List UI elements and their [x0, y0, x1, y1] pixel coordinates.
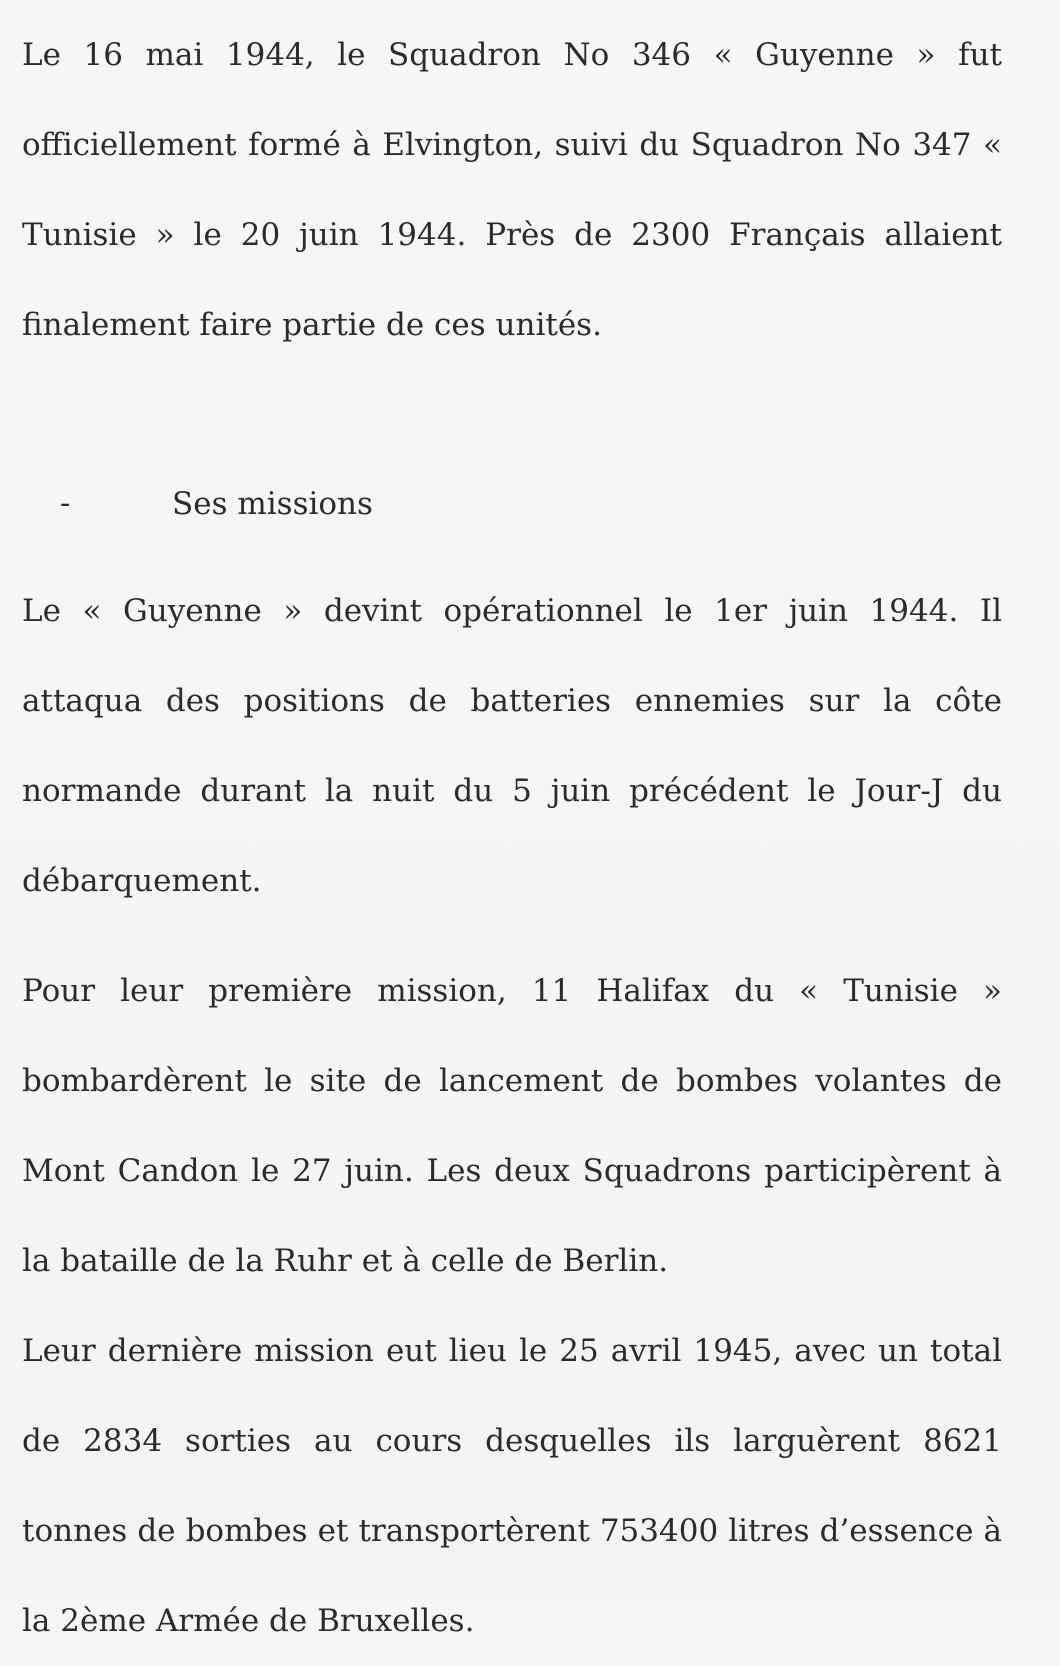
section-heading-row	[22, 462, 1002, 546]
paragraph-tunisie-first-mission: Pour leur première mission, 11 Halifax du « Tunisie » bombardèrent le site de lancement de bombes volantes de Mont Candon le 27 juin. Les deux Squadrons participèrent à la bataille de la Ruhr et à celle de Berlin.	[22, 973, 1002, 1279]
paragraph-last-mission: Leur dernière mission eut lieu le 25 avril 1945, avec un total de 2834 sorties au cours desquelles ils larguèrent 8621 tonnes de bombes et transportèrent 753400 litres d’essence à la 2ème Armée de Bruxelles.	[22, 1333, 1002, 1639]
paragraph-guyenne-operations: Le « Guyenne » devint opérationnel le 1er juin 1944. Il attaqua des positions de batteries ennemies sur la côte normande durant la nuit du 5 juin précédent le Jour-J du débarquement.	[22, 593, 1002, 899]
paragraph-formation: Le 16 mai 1944, le Squadron No 346 « Guyenne » fut officiellement formé à Elvington, suivi du Squadron No 347 « Tunisie » le 20 juin 1944. Près de 2300 Français allaient finalement faire partie de ces unités.	[22, 37, 1002, 343]
section-heading: Ses missions	[172, 486, 373, 522]
section-dash: -	[60, 486, 71, 521]
